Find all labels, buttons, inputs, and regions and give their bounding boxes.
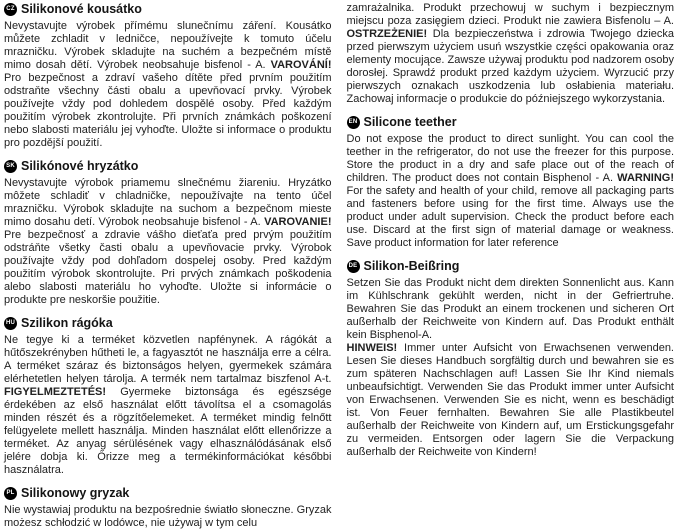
section-en [347, 115, 675, 250]
section-title-cz: Silikonové kousátko [21, 2, 142, 16]
section-heading-hu [4, 316, 332, 331]
section-sk [4, 159, 332, 307]
lang-badge-en: EN [347, 116, 360, 129]
column-left [4, 2, 332, 529]
section-cz [4, 2, 332, 150]
lang-badge-hu: HU [4, 317, 17, 330]
section-title-en: Silicone teether [363, 115, 457, 129]
lang-badge-de: DE [347, 260, 360, 273]
section-heading-en [347, 115, 675, 130]
lang-badge-pl: PL [4, 487, 17, 500]
lang-badge-cz: CZ [4, 3, 17, 16]
section-title-de: Silikon-Beißring [363, 259, 460, 273]
section-de [347, 259, 675, 459]
section-heading-cz [4, 2, 332, 17]
section-body-cz: Nevystavujte výrobek přímému slunečnímu záření. Kousátko můžete zchladit v ledničce, nepoužívejte k tomuto účelu mrazničku. Výrobek skladujte na suchém a bezpečném místě mimo dosah dětí. Výrobek neobsahuje bisfenol - A. VAROVÁNÍ! Pro bezpečnost a zdraví vašeho dítěte před prvním použitím odstraňte všechny části obalu a upevňovací prvky. Výrobek používejte vždy pod dohledem dospělé osoby. Před každým použitím výrobek zkontrolujte. Při prvních známkách poškození nebo slabosti materiálu jej vyhoďte. Uložte si informace o produktu pro pozdější použití. [4, 20, 332, 149]
section-title-pl: Silikonowy gryzak [21, 486, 130, 500]
section-body-pl: Nie wystawiaj produktu na bezpośrednie światło słoneczne. Gryzak możesz schłodzić w lodówce, nie używaj w tym celu [4, 504, 332, 529]
section-hu [4, 316, 332, 477]
section-title-hu: Szilikon rágóka [21, 316, 113, 330]
column-right [347, 2, 675, 520]
section-body-de-part2: HINWEIS! Immer unter Aufsicht von Erwachsenen verwenden. Lesen Sie dieses Handbuch sorgfältig durch und bewahren sie es zum späteren Nachschlagen auf! Lassen Sie Ihr Kind niemals unbeaufsichtigt. Verwenden Sie das Produkt immer unter Aufsicht von Erwachsenen. Verwenden Sie es nicht, wenn es beschädigt ist. Von Feuer fernhalten. Bewahren Sie alle Plastikbeutel außerhalb der Reichweite von Kindern auf, um Erstickungsgefahr zu vermeiden. Entsorgen oder lagern Sie die Verpackung außerhalb der Reichweite von Kindern! [346, 342, 674, 458]
section-body-en: Do not expose the product to direct sunlight. You can cool the teether in the refrigerator, do not use the freezer for this purpose. Store the product in a dry and safe place out of the reach of children. The product does not contain Bisphenol - A. WARNING! For the safety and health of your child, remove all packaging parts and fasteners before using for the first time. Always use the product under adult supervision. Check the product before each use. Discard at the first sign of material damage or weakness. Save product information for later reference [346, 133, 674, 249]
section-pl [4, 486, 332, 530]
section-pl-continued [347, 2, 675, 106]
section-body-pl-continued: zamrażalnika. Produkt przechowuj w suchym i bezpiecznym miejscu poza zasięgiem dzieci. Produkt nie zawiera Bisfenolu – A. OSTRZEŻENIE! Dla bezpieczeństwa i zdrowia Twojego dziecka przed pierwszym użyciem usuń wszystkie części opakowania oraz elementy mocujące. Zawsze używaj produktu pod nadzorem osoby dorosłej. Sprawdź produkt przed każdym użyciem. Wyrzucić przy pierwszych oznakach uszkodzenia lub osłabienia materiału. Zachowaj informacje o produkcie do późniejszego wykorzystania. [346, 2, 674, 105]
section-body-hu: Ne tegye ki a terméket közvetlen napfénynek. A rágókát a hűtőszekrényben hűtheti le, a fagyasztót ne használja erre a célra. A terméket száraz és biztonságos helyen, gyermekek számára elérhetetlen helyen tárolja. A termék nem tartalmaz biszfenol A-t. FIGYELMEZTETÉS! Gyermeke biztonsága és egészsége érdekében az első használat előtt távolítsa el a csomagolás minden részét és a rögzítőelemeket. A terméket mindig felnőtt felügyelete mellett használja. Minden használat előtt ellenőrizze a terméket. Az anyag sérülésének vagy elhasználódásának első jelére dobja ki. Őrizze meg a termékinformációkat későbbi használatra. [4, 334, 332, 476]
section-title-sk: Silikónové hryzátko [21, 159, 139, 173]
section-body-de-part1: Setzen Sie das Produkt nicht dem direkten Sonnenlicht aus. Kann im Kühlschrank gekühlt werden, nicht in der Gefriertruhe. Bewahren Sie das Produkt an einem trockenen und sicheren Ort außerhalb der Reichweite von Kindern auf. Das Produkt enthält kein Bisphenol-A. [346, 277, 674, 341]
section-heading-sk [4, 159, 332, 174]
section-heading-de [347, 259, 675, 274]
lang-badge-sk: SK [4, 160, 17, 173]
section-heading-pl [4, 486, 332, 501]
section-body-sk: Nevystavujte výrobok priamemu slnečnému žiareniu. Hryzátko môžete schladiť v chladničke, nepoužívajte na tento účel mrazničku. Výrobok skladujte na suchom a bezpečnom mieste mimo dosahu detí. Výrobok neobsahuje bisfenol - A. VAROVANIE! Pre bezpečnosť a zdravie vášho dieťaťa pred prvým použitím odstráňte všetky časti obalu a upevňovacie prvky. Výrobok používajte vždy pod dohľadom dospelej osoby. Pred každým použitím výrobok skontrolujte. Pri prvých známkach poškodenia alebo slabosti materiálu ho vyhoďte. Uložte si informácie o produkte pre neskoršie použitie. [4, 177, 332, 306]
